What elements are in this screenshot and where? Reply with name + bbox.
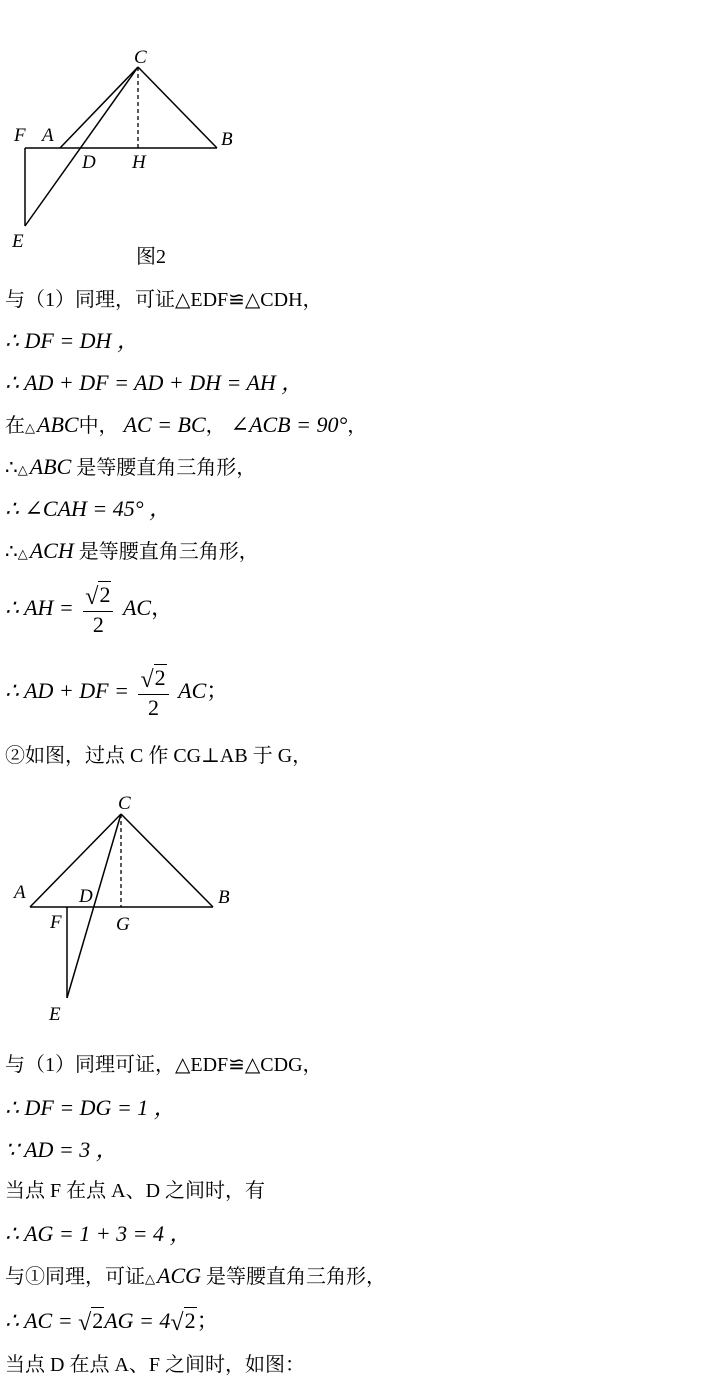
label-B: B — [221, 129, 233, 150]
proof-line-3: ∴ AD + DF = AD + DH = AH ， — [5, 370, 304, 395]
figure-caption: 图2 — [136, 246, 166, 268]
label-F: F — [14, 125, 26, 146]
proof-line-15: ∴ AG = 1 + 3 = 4 ， — [5, 1221, 192, 1246]
label-C: C — [134, 47, 147, 68]
proof-line-2: ∴ DF = DH ， — [5, 328, 139, 353]
label-D: D — [82, 152, 96, 173]
proof-line-8: ∴ AH = $\frac{√2}{2}$ AC， — [5, 582, 174, 637]
label-F: F — [50, 912, 62, 933]
label-A: A — [42, 125, 54, 146]
label-A: A — [14, 882, 26, 903]
proof-line-5: ∴△ABC 是等腰直角三角形， — [5, 454, 257, 479]
proof-line-16: 与①同理，可证△ACG 是等腰直角三角形， — [5, 1263, 386, 1288]
proof-line-12: ∴ DF = DG = 1 ， — [5, 1095, 176, 1120]
proof-line-1: 与（1）同理，可证△EDF≌△CDH， — [5, 289, 323, 311]
label-E: E — [12, 231, 24, 252]
proof-line-11: 与（1）同理可证，△EDF≌△CDG， — [5, 1054, 323, 1076]
label-G: G — [116, 914, 130, 935]
proof-line-17: ∴ AC = √2AG = 4√2； — [5, 1308, 219, 1336]
geometry-figure-3 — [0, 785, 260, 1035]
proof-line-10: ②如图，过点 C 作 CG⊥AB 于 G， — [5, 745, 313, 767]
fraction-sqrt2-over-2: $\frac{√2}{2}$ — [83, 584, 113, 636]
proof-line-9: ∴ AD + DF = $\frac{√2}{2}$ AC； — [5, 665, 229, 720]
label-E: E — [49, 1004, 61, 1025]
fraction-sqrt2-over-2: $\frac{√2}{2}$ — [138, 667, 168, 719]
label-B: B — [218, 887, 230, 908]
label-C: C — [118, 793, 131, 814]
proof-line-13: ∵ AD = 3 ， — [5, 1137, 118, 1162]
geometry-figure-2 — [0, 40, 260, 270]
segment-CE — [25, 67, 138, 226]
segment-CA — [60, 67, 138, 148]
proof-line-14: 当点 F 在点 A、D 之间时，有 — [5, 1180, 266, 1202]
proof-line-6: ∴ ∠CAH = 45° ， — [5, 496, 172, 521]
segment-CB — [121, 814, 213, 907]
proof-line-4: 在△ABC中， AC = BC， ∠ACB = 90°， — [5, 412, 368, 437]
proof-line-7: ∴△ACH 是等腰直角三角形， — [5, 538, 259, 563]
proof-line-18: 当点 D 在点 A、F 之间时，如图： — [5, 1354, 306, 1376]
label-D: D — [79, 886, 93, 907]
segment-CB — [138, 67, 217, 148]
label-H: H — [132, 152, 146, 173]
